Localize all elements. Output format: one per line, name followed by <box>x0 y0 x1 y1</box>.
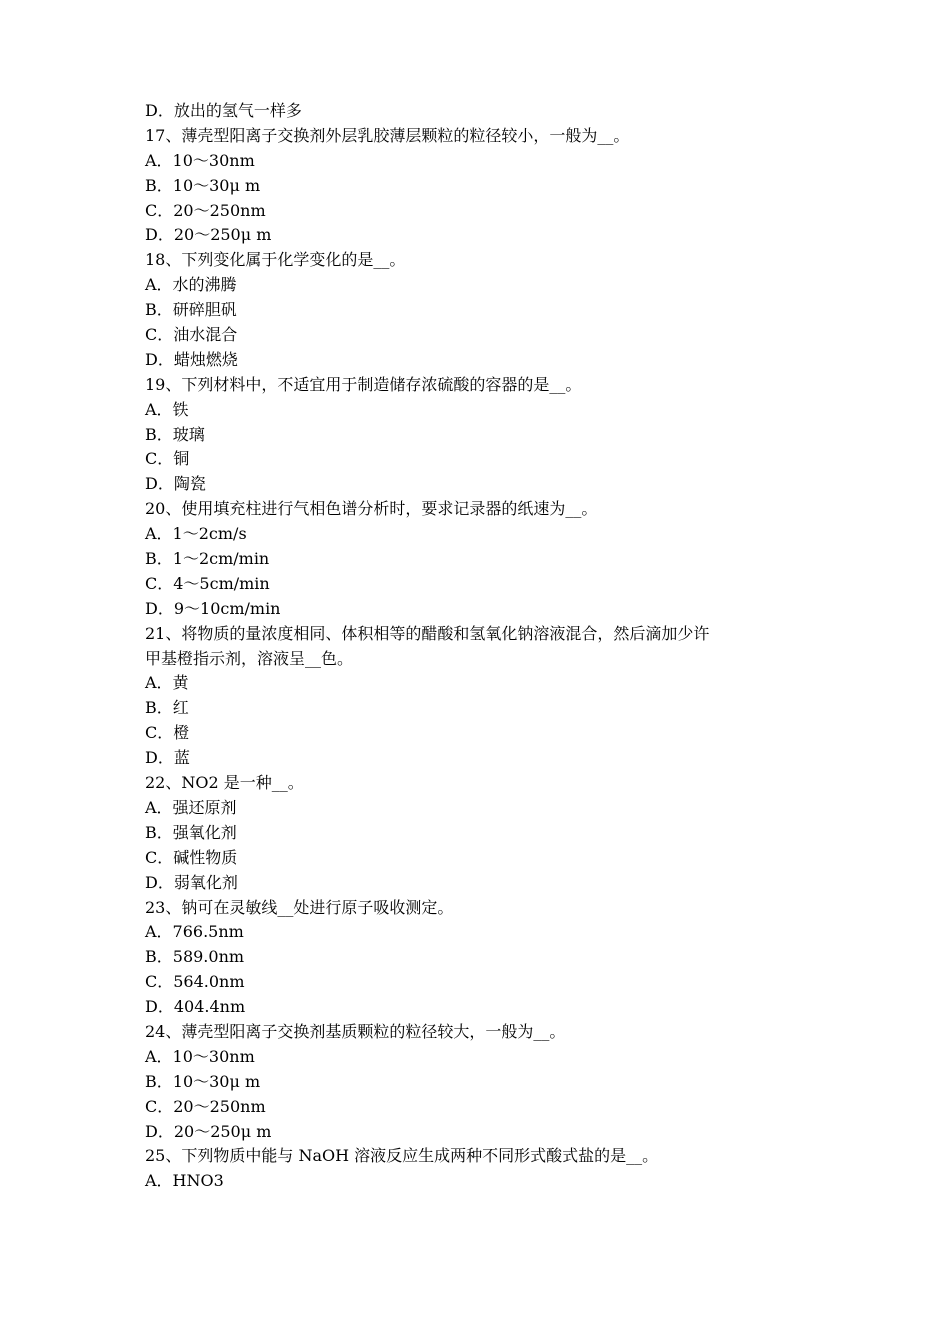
question-text: 20、使用填充柱进行气相色谱分析时，要求记录器的纸速为__。 <box>145 499 598 519</box>
answer-option: D．404.4nm <box>145 997 246 1017</box>
answer-option: C．564.0nm <box>145 972 245 992</box>
answer-option: C．橙 <box>145 723 190 743</box>
answer-option: C．4～5cm/min <box>145 573 270 593</box>
answer-option: A．铁 <box>145 399 189 419</box>
answer-option: B．强氧化剂 <box>145 822 237 842</box>
answer-option: A．766.5nm <box>145 922 244 942</box>
answer-option: C．油水混合 <box>145 325 238 345</box>
answer-option: A．10～30nm <box>145 150 255 170</box>
answer-option: A．HNO3 <box>145 1171 224 1191</box>
answer-option: D．放出的氢气一样多 <box>145 101 302 120</box>
answer-option: B．1～2cm/min <box>145 549 270 569</box>
answer-option: C．20～250nm <box>145 200 266 220</box>
question-text: 25、下列物质中能与 NaOH 溶液反应生成两种不同形式酸式盐的是__。 <box>145 1146 659 1166</box>
answer-option: A．强还原剂 <box>145 797 237 817</box>
answer-option: B．玻璃 <box>145 424 205 444</box>
answer-option: B．589.0nm <box>145 947 245 967</box>
answer-option: D．蓝 <box>145 748 190 768</box>
answer-option: A．黄 <box>145 673 189 693</box>
answer-option: B．10～30μ m <box>145 175 261 195</box>
answer-option: D．蜡烛燃烧 <box>145 349 238 369</box>
answer-option: B．研碎胆矾 <box>145 300 237 320</box>
answer-option: D．9～10cm/min <box>145 598 281 618</box>
answer-option: B．10～30μ m <box>145 1071 261 1091</box>
question-text: 18、下列变化属于化学变化的是__。 <box>145 250 406 270</box>
question-text: 甲基橙指示剂，溶液呈__色。 <box>145 648 354 668</box>
answer-option: C．20～250nm <box>145 1096 266 1116</box>
question-text: 21、将物质的量浓度相同、体积相等的醋酸和氢氧化钠溶液混合，然后滴加少许 <box>145 623 710 643</box>
answer-option: A．水的沸腾 <box>145 275 237 295</box>
answer-option: B．红 <box>145 698 189 718</box>
question-text: 17、薄壳型阳离子交换剂外层乳胶薄层颗粒的粒径较小，一般为__。 <box>145 125 630 145</box>
answer-option: C．铜 <box>145 449 190 469</box>
answer-option: D．陶瓷 <box>145 474 206 494</box>
question-text: 19、下列材料中，不适宜用于制造储存浓硫酸的容器的是__。 <box>145 374 582 394</box>
answer-option: D．20～250μ m <box>145 1121 272 1141</box>
answer-option: A．10～30nm <box>145 1046 255 1066</box>
question-list <box>145 99 825 1194</box>
question-text: 24、薄壳型阳离子交换剂基质颗粒的粒径较大，一般为__。 <box>145 1021 566 1041</box>
question-text: 23、钠可在灵敏线__处进行原子吸收测定。 <box>145 897 454 917</box>
answer-option: D．弱氧化剂 <box>145 872 238 892</box>
question-text: 22、NO2 是一种__。 <box>145 773 304 793</box>
answer-option: C．碱性物质 <box>145 847 238 867</box>
answer-option: D．20～250μ m <box>145 225 272 245</box>
answer-option: A．1～2cm/s <box>145 524 247 544</box>
